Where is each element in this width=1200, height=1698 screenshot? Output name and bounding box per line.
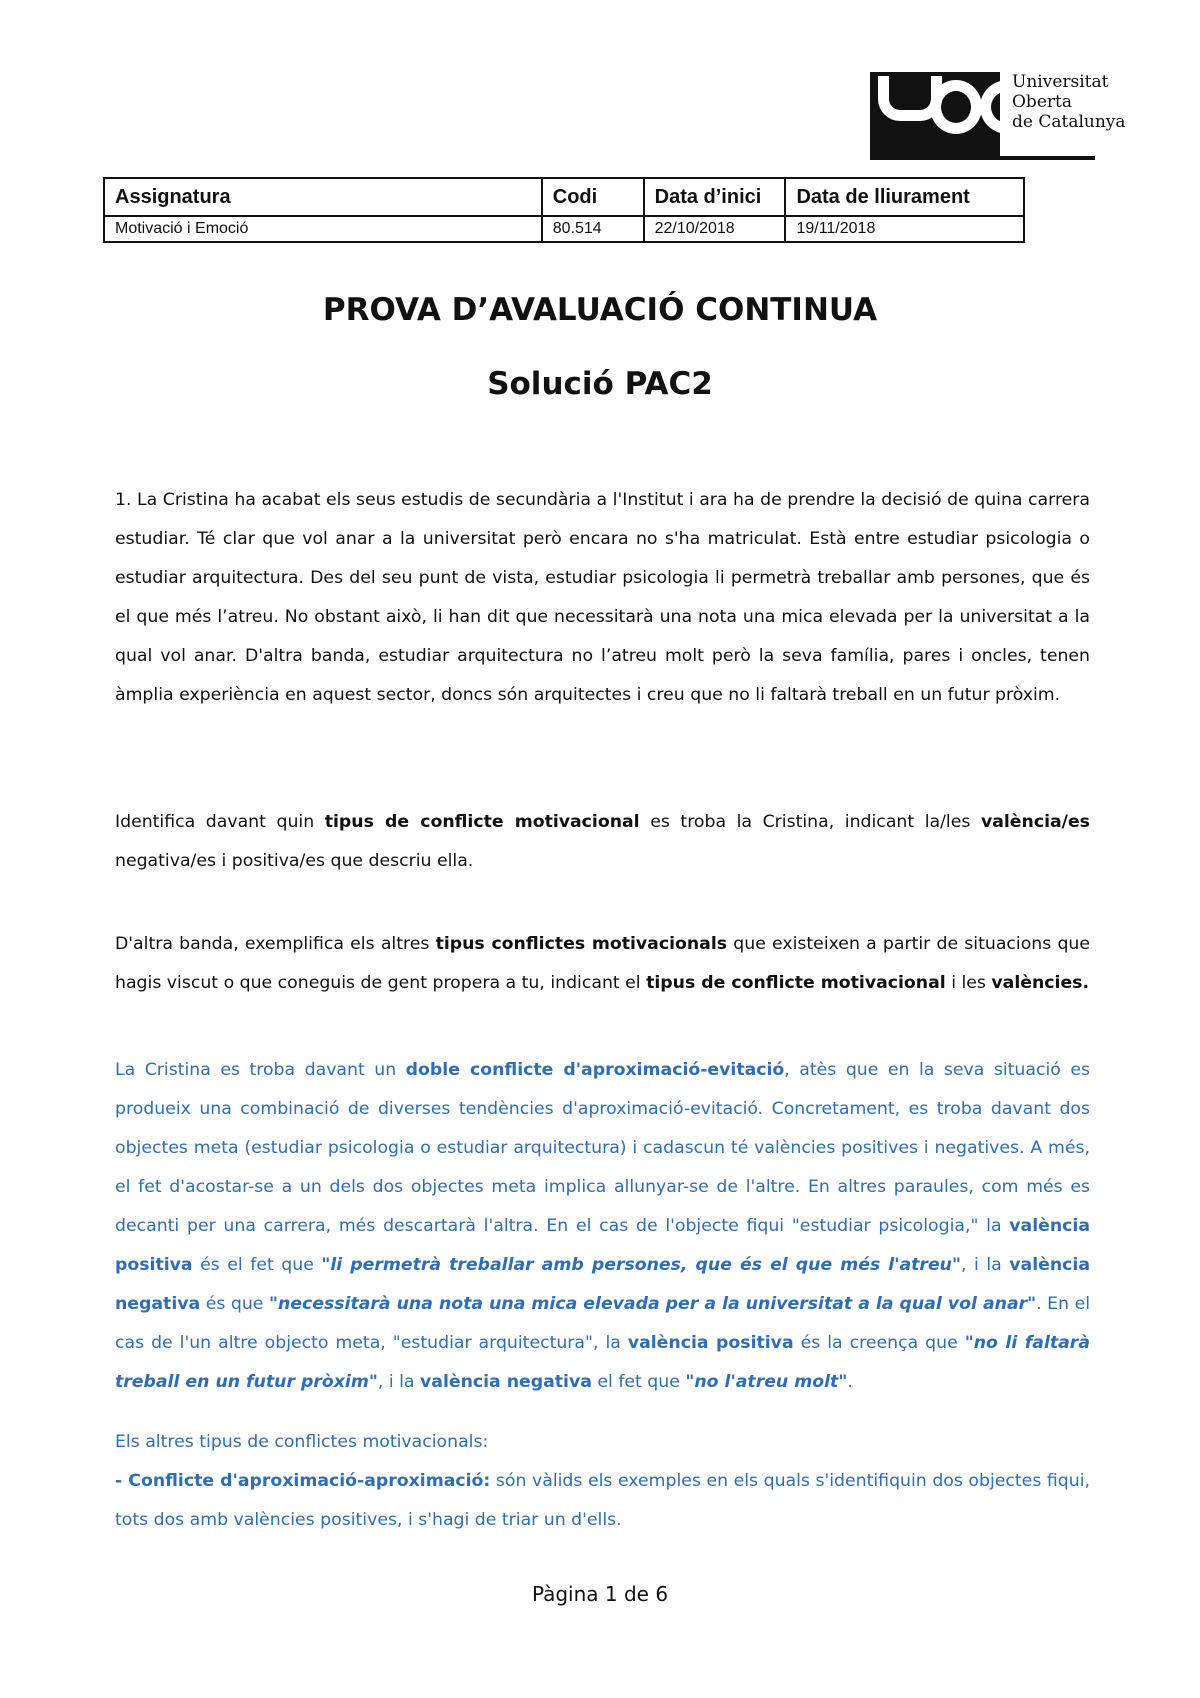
logo-line-3: de Catalunya: [1012, 112, 1126, 132]
value-data-lliurament: 19/11/2018: [785, 216, 1024, 242]
uoc-logo-mark: [870, 72, 1000, 160]
instruction-2: D'altra banda, exemplifica els altres tipus conflictes motivacionals que existeixen a partir de situacions que hagis viscut o que coneguis de gent propera a tu, indicant el tipus de conflicte motivacional i les valències.: [115, 934, 1091, 993]
value-data-inici: 22/10/2018: [644, 216, 786, 242]
header-data-inici: Data d’inici: [644, 178, 786, 216]
header-codi: Codi: [542, 178, 644, 216]
logo-line-1: Universitat: [1012, 72, 1109, 92]
logo-line-2: Oberta: [1012, 92, 1072, 112]
value-assignatura: Motivació i Emoció: [104, 216, 542, 242]
table-row: [104, 216, 1024, 242]
page-footer: Pàgina 1 de 6: [531, 1582, 669, 1606]
instruction-1: Identifica davant quin tipus de conflicte motivacional es troba la Cristina, indicant la/les valència/es negativa/es i positiva/es que descriu ella.: [115, 812, 1090, 871]
page-title: PROVA D’AVALUACIÓ CONTINUA: [322, 292, 878, 328]
uoc-logo: [870, 72, 1126, 160]
header-data-lliurament: Data de lliurament: [785, 178, 1024, 216]
page-subtitle: Solució PAC2: [487, 366, 713, 402]
table-header-row: [104, 178, 1024, 216]
subject-info-table: [103, 177, 1025, 243]
other-conflicts-heading: Els altres tipus de conflictes motivacionals:: [115, 1432, 489, 1452]
value-codi: 80.514: [542, 216, 644, 242]
other-conflicts-item-1: - Conflicte d'aproximació-aproximació: són vàlids els exemples en els quals s'identifiquin dos objectes fiqui, tots dos amb valències positives, i s'hagi de triar un d'ells.: [115, 1471, 1090, 1530]
uoc-logo-text: [1012, 72, 1126, 132]
header-assignatura: Assignatura: [104, 178, 542, 216]
answer-paragraph: La Cristina es troba davant un doble conflicte d'aproximació-evitació, atès que en la seva situació es produeix una combinació de diverses tendències d'aproximació-evitació. Concretament, es troba davant dos objectes meta (estudiar psicologia o estudiar arquitectura) i cadascun té valències positives i negatives. A més, el fet d'acostar-se a un dels dos objectes meta implica allunyar-se de l'altre. En altres paraules, com més es decanti per una carrera, més descartarà l'altra. En el cas de l'objecte fiqui "estudiar psicologia," la valència positiva és el fet que "li permetrà treballar amb persones, que és el que més l'atreu", i la valència negativa és que "necessitarà una nota una mica elevada per a la universitat a la qual vol anar". En el cas de l'un altre objecto meta, "estudiar arquitectura", la valència positiva és la creença que "no li faltarà treball en un futur pròxim", i la valència negativa el fet que "no l'atreu molt".: [115, 1060, 1091, 1392]
question-1: 1. La Cristina ha acabat els seus estudis de secundària a l'Institut i ara ha de prendre la decisió de quina carrera estudiar. Té clar que vol anar a la universitat però encara no s'ha matriculat. Està entre estudiar psicologia o estudiar arquitectura. Des del seu punt de vista, estudiar psicologia li permetrà treballar amb persones, que és el que més l’atreu. No obstant això, li han dit que necessitarà una nota una mica elevada per la universitat a la qual vol anar. D'altra banda, estudiar arquitectura no l’atreu molt però la seva família, pares i oncles, tenen àmplia experiència en aquest sector, doncs són arquitectes i creu que no li faltarà treball en un futur pròxim.: [115, 490, 1090, 705]
